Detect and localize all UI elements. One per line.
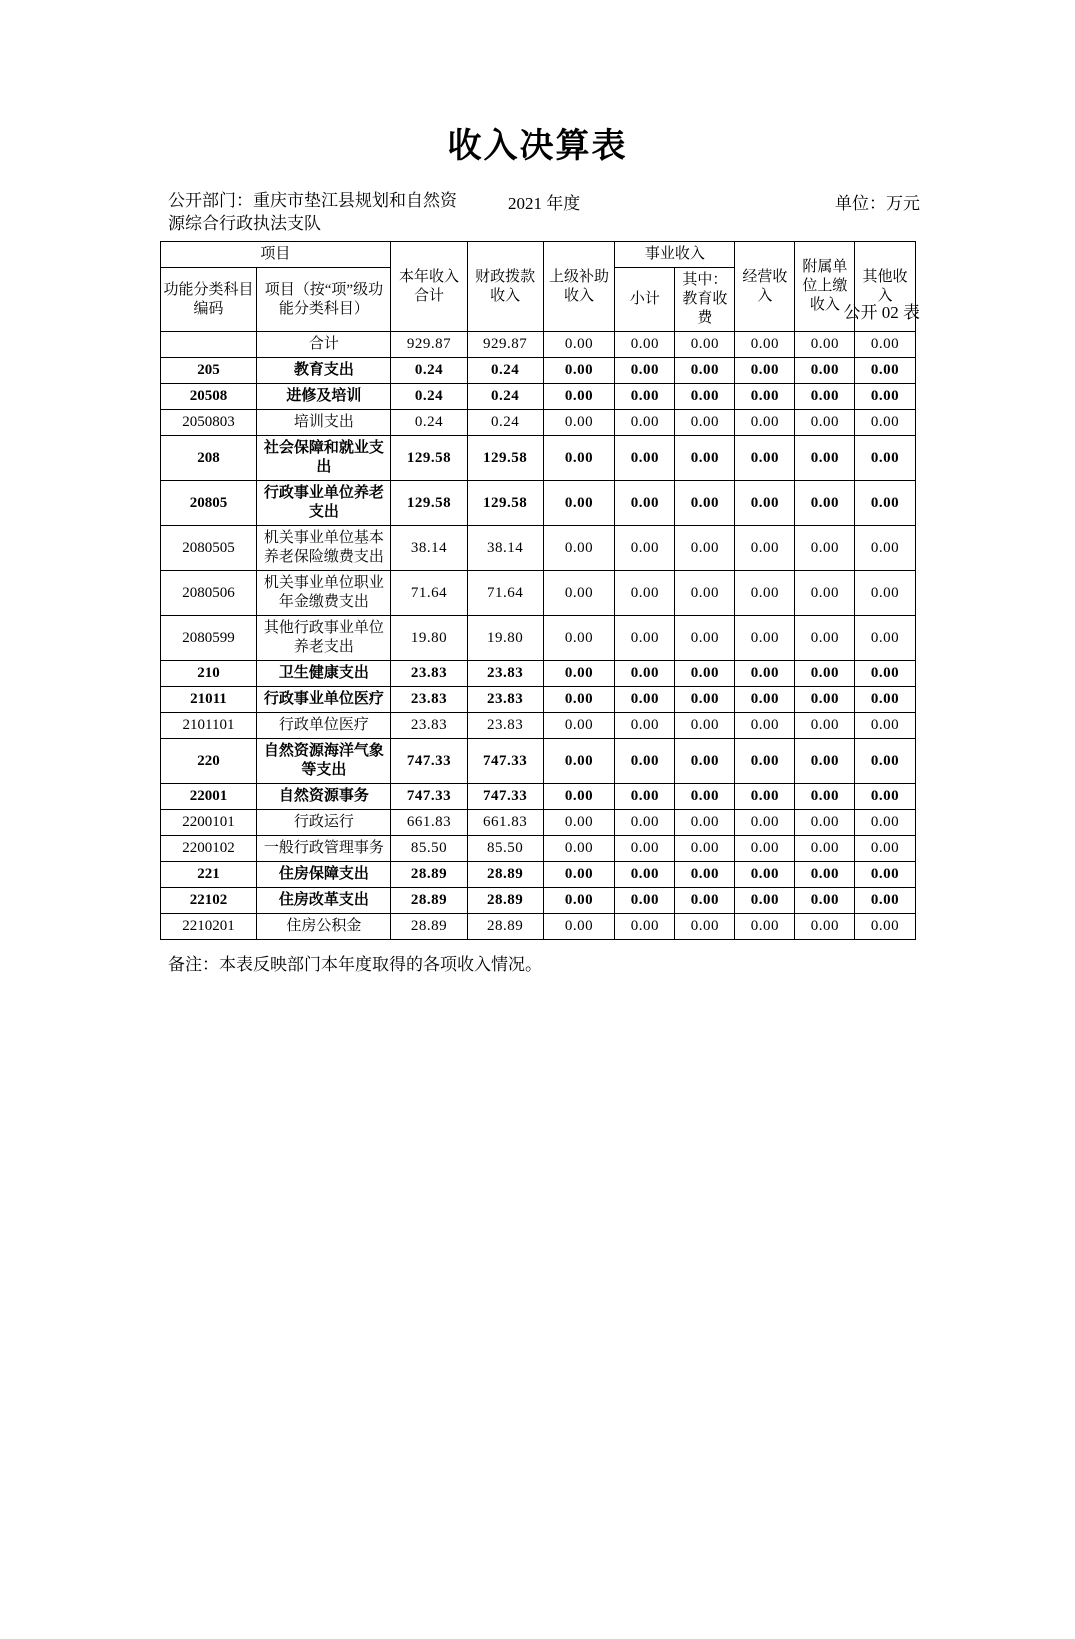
cell-value-7: 0.00 [855, 836, 915, 862]
cell-value-2: 0.00 [543, 687, 615, 713]
cell-value-4: 0.00 [675, 616, 735, 661]
cell-code: 2080599 [160, 616, 257, 661]
cell-value-1: 929.87 [467, 332, 543, 358]
cell-value-4: 0.00 [675, 410, 735, 436]
table-row [160, 436, 915, 481]
cell-value-5: 0.00 [735, 384, 795, 410]
cell-value-0: 71.64 [391, 571, 467, 616]
cell-value-4: 0.00 [675, 687, 735, 713]
cell-item: 住房公积金 [257, 914, 391, 940]
cell-value-6: 0.00 [795, 888, 855, 914]
cell-value-7: 0.00 [855, 739, 915, 784]
cell-value-3: 0.00 [615, 358, 675, 384]
table-row [160, 616, 915, 661]
cell-value-0: 38.14 [391, 526, 467, 571]
cell-value-4: 0.00 [675, 862, 735, 888]
table-row [160, 481, 915, 526]
cell-value-4: 0.00 [675, 571, 735, 616]
cell-value-6: 0.00 [795, 836, 855, 862]
cell-value-2: 0.00 [543, 836, 615, 862]
cell-value-3: 0.00 [615, 526, 675, 571]
cell-value-7: 0.00 [855, 571, 915, 616]
cell-code: 20508 [160, 384, 257, 410]
cell-value-2: 0.00 [543, 332, 615, 358]
cell-value-5: 0.00 [735, 739, 795, 784]
cell-value-1: 71.64 [467, 571, 543, 616]
cell-value-2: 0.00 [543, 784, 615, 810]
table-row [160, 571, 915, 616]
cell-value-6: 0.00 [795, 358, 855, 384]
cell-value-1: 23.83 [467, 713, 543, 739]
cell-value-5: 0.00 [735, 784, 795, 810]
cell-value-2: 0.00 [543, 713, 615, 739]
cell-value-6: 0.00 [795, 410, 855, 436]
cell-value-3: 0.00 [615, 810, 675, 836]
cell-value-3: 0.00 [615, 888, 675, 914]
table-row [160, 661, 915, 687]
cell-value-4: 0.00 [675, 810, 735, 836]
header-item-group: 项目 [160, 242, 391, 268]
cell-value-1: 0.24 [467, 384, 543, 410]
cell-value-0: 85.50 [391, 836, 467, 862]
income-final-accounts-table [160, 241, 916, 940]
cell-value-0: 747.33 [391, 784, 467, 810]
cell-code: 22001 [160, 784, 257, 810]
table-row [160, 810, 915, 836]
cell-value-5: 0.00 [735, 481, 795, 526]
cell-value-2: 0.00 [543, 616, 615, 661]
header-total: 本年收入合计 [391, 242, 467, 332]
cell-item: 教育支出 [257, 358, 391, 384]
cell-value-5: 0.00 [735, 410, 795, 436]
cell-value-7: 0.00 [855, 410, 915, 436]
cell-value-5: 0.00 [735, 810, 795, 836]
cell-value-1: 23.83 [467, 687, 543, 713]
cell-value-1: 19.80 [467, 616, 543, 661]
header-superior: 上级补助收入 [543, 242, 615, 332]
cell-value-7: 0.00 [855, 436, 915, 481]
cell-value-2: 0.00 [543, 739, 615, 784]
header-career-income: 事业收入 [615, 242, 735, 268]
cell-value-4: 0.00 [675, 526, 735, 571]
cell-value-0: 747.33 [391, 739, 467, 784]
cell-value-3: 0.00 [615, 862, 675, 888]
cell-value-0: 28.89 [391, 888, 467, 914]
cell-value-2: 0.00 [543, 410, 615, 436]
cell-value-2: 0.00 [543, 914, 615, 940]
header-subtotal: 小计 [615, 268, 675, 332]
cell-value-2: 0.00 [543, 526, 615, 571]
cell-value-0: 0.24 [391, 384, 467, 410]
cell-value-3: 0.00 [615, 436, 675, 481]
header-business: 经营收入 [735, 242, 795, 332]
cell-value-5: 0.00 [735, 661, 795, 687]
table-row [160, 410, 915, 436]
cell-value-7: 0.00 [855, 914, 915, 940]
cell-value-5: 0.00 [735, 687, 795, 713]
cell-value-6: 0.00 [795, 810, 855, 836]
cell-value-4: 0.00 [675, 713, 735, 739]
table-row [160, 358, 915, 384]
cell-value-6: 0.00 [795, 687, 855, 713]
cell-value-7: 0.00 [855, 862, 915, 888]
cell-code: 205 [160, 358, 257, 384]
cell-value-1: 129.58 [467, 481, 543, 526]
cell-item: 自然资源事务 [257, 784, 391, 810]
cell-value-1: 747.33 [467, 739, 543, 784]
cell-value-6: 0.00 [795, 784, 855, 810]
cell-item: 社会保障和就业支出 [257, 436, 391, 481]
cell-value-6: 0.00 [795, 739, 855, 784]
cell-value-0: 929.87 [391, 332, 467, 358]
cell-value-3: 0.00 [615, 661, 675, 687]
cell-value-5: 0.00 [735, 526, 795, 571]
cell-value-7: 0.00 [855, 661, 915, 687]
cell-item: 行政事业单位养老支出 [257, 481, 391, 526]
cell-value-1: 28.89 [467, 862, 543, 888]
cell-value-7: 0.00 [855, 332, 915, 358]
header-item: 项目（按“项”级功能分类科目） [257, 268, 391, 332]
cell-item: 行政运行 [257, 810, 391, 836]
cell-value-6: 0.00 [795, 436, 855, 481]
cell-value-6: 0.00 [795, 914, 855, 940]
cell-value-2: 0.00 [543, 571, 615, 616]
cell-value-1: 28.89 [467, 914, 543, 940]
cell-value-5: 0.00 [735, 358, 795, 384]
cell-value-0: 23.83 [391, 661, 467, 687]
cell-value-4: 0.00 [675, 888, 735, 914]
cell-value-1: 747.33 [467, 784, 543, 810]
cell-item: 卫生健康支出 [257, 661, 391, 687]
cell-value-4: 0.00 [675, 914, 735, 940]
cell-value-4: 0.00 [675, 332, 735, 358]
cell-value-2: 0.00 [543, 481, 615, 526]
table-row [160, 888, 915, 914]
table-row [160, 914, 915, 940]
header-affiliated: 附属单位上缴收入 [795, 242, 855, 332]
cell-item: 机关事业单位职业年金缴费支出 [257, 571, 391, 616]
cell-value-0: 0.24 [391, 410, 467, 436]
cell-value-2: 0.00 [543, 436, 615, 481]
cell-value-2: 0.00 [543, 384, 615, 410]
cell-value-1: 85.50 [467, 836, 543, 862]
page-title: 收入决算表 [447, 127, 628, 165]
cell-code: 20805 [160, 481, 257, 526]
cell-item: 自然资源海洋气象等支出 [257, 739, 391, 784]
cell-value-4: 0.00 [675, 358, 735, 384]
cell-value-1: 38.14 [467, 526, 543, 571]
cell-value-2: 0.00 [543, 810, 615, 836]
sheet-number: 公开 02 表 [843, 303, 920, 322]
cell-item: 培训支出 [257, 410, 391, 436]
cell-code: 2080506 [160, 571, 257, 616]
cell-code: 22102 [160, 888, 257, 914]
cell-value-0: 0.24 [391, 358, 467, 384]
cell-value-6: 0.00 [795, 713, 855, 739]
meta-row [0, 189, 1075, 235]
header-fiscal: 财政拨款收入 [467, 242, 543, 332]
cell-value-7: 0.00 [855, 810, 915, 836]
cell-value-5: 0.00 [735, 436, 795, 481]
cell-code: 220 [160, 739, 257, 784]
cell-value-1: 661.83 [467, 810, 543, 836]
table-row [160, 784, 915, 810]
cell-value-6: 0.00 [795, 526, 855, 571]
cell-value-3: 0.00 [615, 616, 675, 661]
cell-value-3: 0.00 [615, 713, 675, 739]
cell-value-6: 0.00 [795, 332, 855, 358]
table-row [160, 384, 915, 410]
cell-value-6: 0.00 [795, 862, 855, 888]
cell-value-2: 0.00 [543, 661, 615, 687]
cell-value-3: 0.00 [615, 384, 675, 410]
cell-value-6: 0.00 [795, 384, 855, 410]
fiscal-year: 2021 年度 [508, 194, 581, 213]
cell-value-2: 0.00 [543, 888, 615, 914]
cell-value-1: 0.24 [467, 358, 543, 384]
cell-value-3: 0.00 [615, 784, 675, 810]
cell-code: 2200102 [160, 836, 257, 862]
cell-value-4: 0.00 [675, 436, 735, 481]
table-header-row-1 [160, 242, 915, 268]
cell-code: 210 [160, 661, 257, 687]
cell-value-3: 0.00 [615, 836, 675, 862]
cell-value-0: 28.89 [391, 862, 467, 888]
cell-value-5: 0.00 [735, 713, 795, 739]
table-note: 备注：本表反映部门本年度取得的各项收入情况。 [168, 955, 542, 974]
cell-value-2: 0.00 [543, 862, 615, 888]
cell-value-7: 0.00 [855, 384, 915, 410]
cell-value-4: 0.00 [675, 739, 735, 784]
cell-value-5: 0.00 [735, 616, 795, 661]
table-row [160, 687, 915, 713]
cell-value-4: 0.00 [675, 481, 735, 526]
header-code: 功能分类科目编码 [160, 268, 257, 332]
cell-code: 2200101 [160, 810, 257, 836]
cell-code [160, 332, 257, 358]
cell-item: 机关事业单位基本养老保险缴费支出 [257, 526, 391, 571]
cell-value-3: 0.00 [615, 410, 675, 436]
cell-value-5: 0.00 [735, 836, 795, 862]
cell-value-7: 0.00 [855, 358, 915, 384]
header-of-which-edu: 其中：教育收费 [675, 268, 735, 332]
cell-value-5: 0.00 [735, 888, 795, 914]
cell-value-4: 0.00 [675, 836, 735, 862]
cell-value-0: 129.58 [391, 481, 467, 526]
cell-code: 2210201 [160, 914, 257, 940]
cell-value-0: 23.83 [391, 687, 467, 713]
table-row [160, 526, 915, 571]
cell-code: 221 [160, 862, 257, 888]
cell-value-4: 0.00 [675, 661, 735, 687]
cell-item: 合计 [257, 332, 391, 358]
cell-value-4: 0.00 [675, 784, 735, 810]
cell-item: 行政事业单位医疗 [257, 687, 391, 713]
cell-value-5: 0.00 [735, 332, 795, 358]
cell-value-1: 0.24 [467, 410, 543, 436]
cell-value-5: 0.00 [735, 862, 795, 888]
cell-value-7: 0.00 [855, 888, 915, 914]
cell-code: 2101101 [160, 713, 257, 739]
cell-value-3: 0.00 [615, 739, 675, 784]
cell-value-3: 0.00 [615, 481, 675, 526]
cell-value-6: 0.00 [795, 616, 855, 661]
cell-value-1: 28.89 [467, 888, 543, 914]
cell-value-6: 0.00 [795, 571, 855, 616]
cell-value-7: 0.00 [855, 526, 915, 571]
cell-code: 2050803 [160, 410, 257, 436]
cell-value-5: 0.00 [735, 571, 795, 616]
cell-item: 一般行政管理事务 [257, 836, 391, 862]
department-label: 公开部门：重庆市垫江县规划和自然资源综合行政执法支队 [168, 191, 457, 233]
table-body [160, 332, 915, 940]
cell-value-0: 129.58 [391, 436, 467, 481]
cell-code: 208 [160, 436, 257, 481]
table-row [160, 862, 915, 888]
cell-value-7: 0.00 [855, 616, 915, 661]
cell-value-3: 0.00 [615, 571, 675, 616]
cell-item: 进修及培训 [257, 384, 391, 410]
cell-value-1: 23.83 [467, 661, 543, 687]
cell-value-5: 0.00 [735, 914, 795, 940]
cell-value-7: 0.00 [855, 687, 915, 713]
table-row [160, 713, 915, 739]
cell-value-6: 0.00 [795, 661, 855, 687]
header-other: 其他收入 [855, 242, 915, 332]
cell-value-4: 0.00 [675, 384, 735, 410]
cell-item: 住房改革支出 [257, 888, 391, 914]
cell-item: 行政单位医疗 [257, 713, 391, 739]
table-row [160, 739, 915, 784]
cell-value-3: 0.00 [615, 914, 675, 940]
cell-value-2: 0.00 [543, 358, 615, 384]
cell-item: 其他行政事业单位养老支出 [257, 616, 391, 661]
cell-value-1: 129.58 [467, 436, 543, 481]
cell-value-0: 19.80 [391, 616, 467, 661]
cell-value-3: 0.00 [615, 332, 675, 358]
cell-value-7: 0.00 [855, 481, 915, 526]
table-row [160, 332, 915, 358]
amount-unit: 单位：万元 [835, 194, 920, 213]
cell-value-7: 0.00 [855, 713, 915, 739]
cell-value-0: 23.83 [391, 713, 467, 739]
cell-value-0: 28.89 [391, 914, 467, 940]
cell-value-7: 0.00 [855, 784, 915, 810]
cell-item: 住房保障支出 [257, 862, 391, 888]
cell-code: 21011 [160, 687, 257, 713]
cell-value-3: 0.00 [615, 687, 675, 713]
table-row [160, 836, 915, 862]
cell-value-0: 661.83 [391, 810, 467, 836]
cell-code: 2080505 [160, 526, 257, 571]
cell-value-6: 0.00 [795, 481, 855, 526]
document-page [0, 118, 1075, 1639]
